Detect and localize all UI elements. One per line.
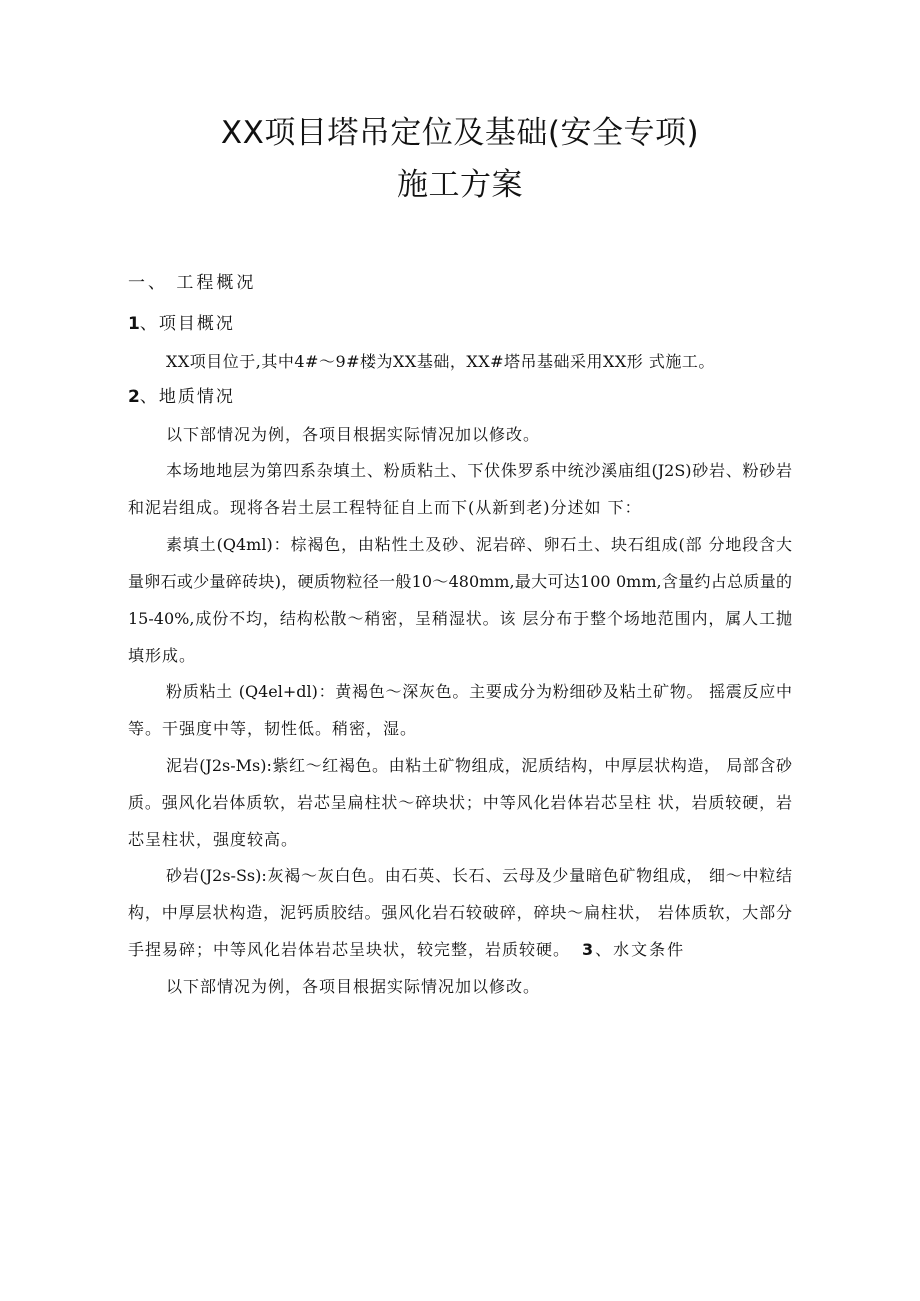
subheading-number: 3	[582, 940, 596, 959]
sandstone-line: 手捏易碎；中等风化岩体岩芯呈块状，较完整，岩质较硬。	[128, 940, 571, 959]
fill-soil-line: 15-40%,成份不均，结构松散～稍密，呈稍湿状。该 层分布于整个场地范围内，属人工抛	[128, 609, 792, 628]
subheading-number: 2	[128, 387, 140, 407]
mudstone-line: 芯呈柱状，强度较高。	[128, 830, 299, 849]
document-title: XX项目塔吊定位及基础(安全专项)	[220, 115, 700, 151]
section-heading-overview: 一、 工程概况	[128, 273, 257, 293]
document-subtitle: 施工方案	[397, 167, 523, 203]
silty-clay-line: 等。干强度中等，韧性低。稍密，湿。	[128, 719, 418, 738]
subheading-label: 、水文条件	[595, 940, 686, 959]
mudstone-line: 质。强风化岩体质软，岩芯呈扁柱状～碎块状；中等风化岩体岩芯呈柱 状，岩质较硬，岩	[128, 793, 792, 812]
fill-soil-line: 素填土(Q4ml)：棕褐色，由粘性土及砂、泥岩碎、卵石土、块石组成(部 分地段含大	[166, 535, 792, 554]
silty-clay-line: 粉质粘土 (Q4el+dl)：黄褐色～深灰色。主要成分为粉细砂及粘土矿物。 摇震反应中	[166, 682, 792, 701]
sandstone-line: 砂岩(J2s-Ss):灰褐～灰白色。由石英、长石、云母及少量暗色矿物组成， 细～中粒结	[166, 866, 792, 885]
subheading-project-overview	[128, 312, 235, 336]
subheading-geology	[128, 385, 235, 409]
sandstone-line: 构，中厚层状构造，泥钙质胶结。强风化岩石较破碎，碎块～扁柱状， 岩体质软，大部分	[128, 903, 792, 922]
geology-intro-line: 本场地地层为第四系杂填土、粉质粘土、下伏侏罗系中统沙溪庙组(J2S)砂岩、粉砂岩	[166, 461, 792, 480]
subheading-label: 、项目概况	[139, 314, 235, 334]
subheading-label: 、地质情况	[139, 387, 235, 407]
hydrology-note: 以下部情况为例，各项目根据实际情况加以修改。	[166, 977, 541, 996]
fill-soil-line: 量卵石或少量碎砖块)，硬质物粒径一般10～480mm,最大可达100 0mm,含量约占总质量的	[128, 572, 792, 591]
subheading-hydrology	[582, 940, 685, 959]
sandstone-line-with-heading	[128, 938, 792, 962]
subheading-number: 1	[128, 314, 140, 334]
mudstone-line: 泥岩(J2s-Ms):紫红～红褐色。由粘土矿物组成，泥质结构，中厚层状构造， 局部含砂	[166, 756, 792, 775]
fill-soil-line: 填形成。	[128, 646, 197, 665]
geology-note: 以下部情况为例，各项目根据实际情况加以修改。	[166, 425, 541, 444]
paragraph-project-location: XX项目位于,其中4#～9#楼为XX基础，XX#塔吊基础采用XX形 式施工。	[166, 352, 715, 371]
geology-intro-line: 和泥岩组成。现将各岩土层工程特征自上而下(从新到老)分述如 下：	[128, 498, 642, 517]
